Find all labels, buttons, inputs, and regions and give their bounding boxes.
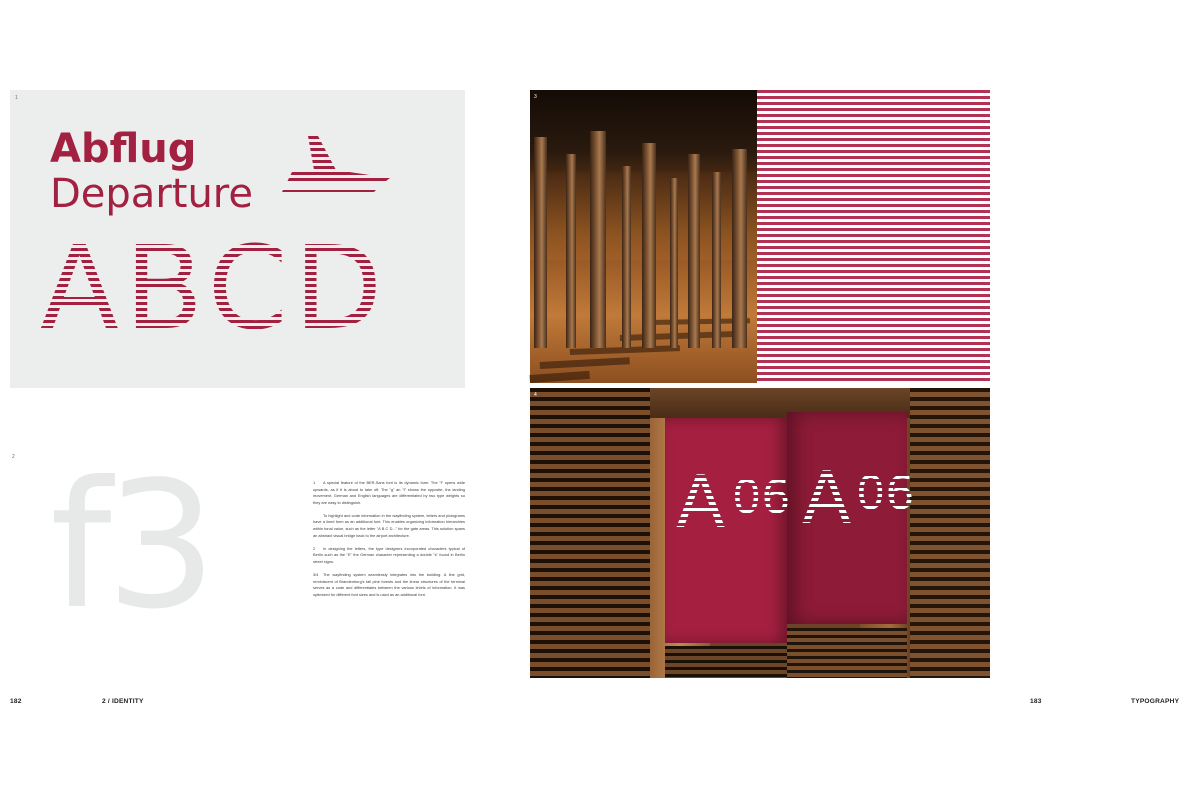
- figure-number-4: 4: [534, 392, 537, 398]
- paragraph-marker: 1: [313, 480, 316, 485]
- figure-number-2: 2: [12, 454, 15, 460]
- left-page: [0, 0, 500, 800]
- gate-sign-right-letter: A: [802, 456, 852, 540]
- heading-departure: Departure: [50, 171, 253, 217]
- body-paragraph-2: [313, 513, 465, 539]
- paragraph-marker: 3/4: [313, 572, 319, 578]
- figure-1-headings: [50, 128, 253, 218]
- paragraph-text: To highlight and code information in the wayfinding system, letters and pictograms have a lined form as an additional font. This enables organizing information hierarchies within tonal value, such as the letter "A B C D..." for the gate areas. This solution spans an abstract visual bridge back to the airport architecture.: [313, 512, 465, 538]
- alphabet-sample: ABCD: [40, 222, 389, 356]
- figure-3-forest-and-stripes: [530, 90, 990, 383]
- stripe-pattern-panel: [757, 90, 990, 383]
- running-head-left: 2 / IDENTITY: [102, 698, 144, 705]
- figure-4-gate-signage-photo: [530, 388, 990, 678]
- paragraph-marker: 2: [313, 545, 316, 551]
- pine-forest-photo: [530, 90, 757, 383]
- heading-abflug: Abflug: [50, 126, 197, 172]
- paragraph-text: A special feature of the BER-Sans font is its dynamic form. The "f" opens wide upwards, as if it is about to take off. The "g" an "t" shows the opposite, the landing movement. German and English languages are differentiated by two type weights so they are easy to distinguish.: [313, 480, 465, 505]
- figure-1-type-specimen: [10, 90, 465, 388]
- body-paragraph-3: [313, 546, 465, 566]
- paragraph-text: The wayfinding system seamlessly integrates into the building. A line grid, reminiscent of Brandenburg's tall pine forests and the linear structures of the terminal serves as a code and differentiates between the various levels of information. It was optimized for different font sizes and is used as an additional font.: [313, 572, 465, 597]
- body-paragraph-1: [313, 480, 465, 506]
- gate-sign-right-digits: 06: [856, 466, 915, 520]
- body-text-column: [313, 480, 465, 605]
- page-number-right: 183: [1030, 698, 1042, 705]
- figure-number-3: 3: [534, 94, 537, 100]
- gate-sign-left-letter: A: [676, 460, 726, 544]
- airplane-icon: [278, 130, 398, 210]
- wood-louvre-below-left-sign: [665, 646, 787, 678]
- wood-louvre-left: [530, 388, 650, 678]
- wood-louvre-right: [910, 388, 990, 678]
- glyph-sample-f3: f3: [50, 445, 211, 648]
- page-number-left: 182: [10, 698, 22, 705]
- gate-sign-left-digits: 06: [732, 470, 791, 524]
- body-paragraph-4: [313, 572, 465, 598]
- running-head-right: TYPOGRAPHY: [1131, 698, 1179, 705]
- wood-louvre-below-right-sign: [787, 628, 907, 678]
- figure-2-glyph-specimen: [10, 445, 280, 660]
- paragraph-text: In designing the letters, the type designers incorporated characters typical of Berlin such as the "E" the German character representing a double "s" found in Berlin street signs.: [313, 545, 465, 564]
- figure-number-1: 1: [15, 95, 18, 101]
